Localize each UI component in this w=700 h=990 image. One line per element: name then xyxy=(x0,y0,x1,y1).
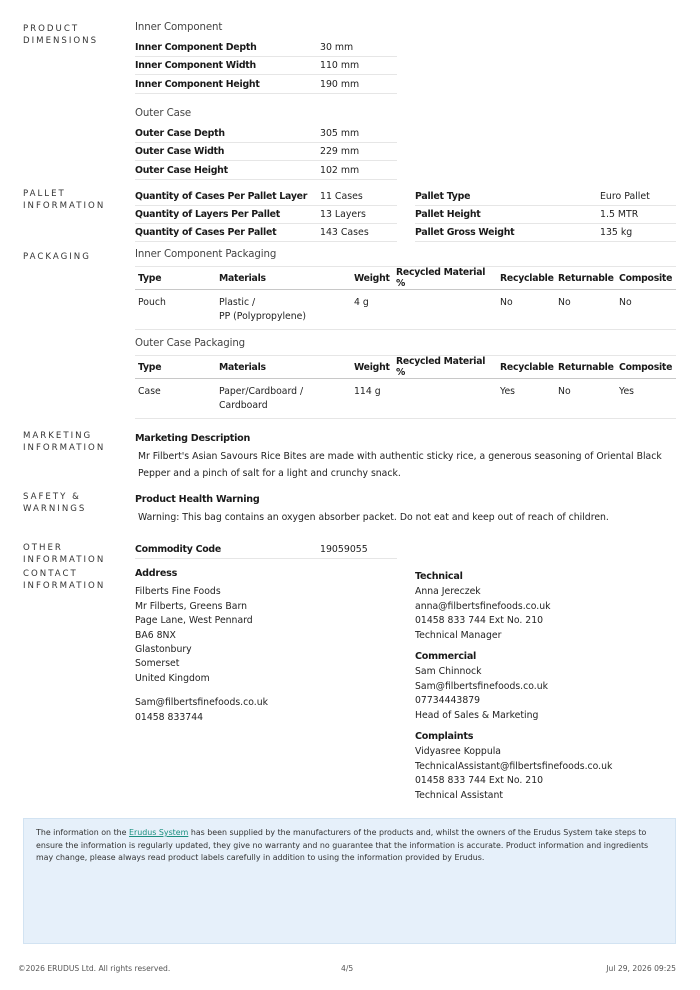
outer-case-heading: Outer Case xyxy=(135,108,192,119)
commodity-code-row xyxy=(135,541,397,559)
contact-role: Head of Sales & Marketing xyxy=(415,709,539,721)
contact-role: Technical Manager xyxy=(415,629,502,641)
contact-phone: 01458 833744 xyxy=(135,711,204,723)
contact-name: Vidyasree Koppula xyxy=(415,746,501,758)
inner-packaging-heading: Inner Component Packaging xyxy=(135,249,277,260)
pallet-label: Pallet Height xyxy=(415,209,481,220)
pallet-row xyxy=(415,224,676,242)
technical-contact-block xyxy=(415,570,675,643)
cell-returnable: No xyxy=(555,379,616,419)
cell-composite: Yes xyxy=(616,379,676,419)
disclaimer-box xyxy=(23,818,676,944)
pallet-label: Pallet Gross Weight xyxy=(415,227,515,238)
inner-component-heading: Inner Component xyxy=(135,22,223,33)
table-row xyxy=(135,290,676,330)
column-header: Materials xyxy=(216,267,351,290)
cell-materials xyxy=(216,379,351,419)
pallet-value: 11 Cases xyxy=(320,191,363,202)
pallet-row xyxy=(135,206,397,224)
footer-page-number: 4/5 xyxy=(341,964,354,973)
pallet-row xyxy=(135,188,397,206)
disclaimer-text: has been supplied by the manufacturers of the products and, whilst the owners of the Erudus System take steps to ensure the information is regularly updated, they give no warranty and no guarantee that the information is accurate. Product information and ingredients may change, please always read product labels carefully in addition to using the information provided by Erudus. xyxy=(36,828,649,863)
dimension-row xyxy=(135,143,397,161)
pallet-label: Pallet Type xyxy=(415,191,471,202)
section-label-marketing-information: MARKETING INFORMATION xyxy=(23,431,106,453)
pallet-label: Quantity of Cases Per Pallet Layer xyxy=(135,191,308,202)
pallet-row xyxy=(415,188,676,206)
cell-returnable: No xyxy=(555,290,616,330)
dimension-label: Outer Case Width xyxy=(135,146,225,157)
address-line: Glastonbury xyxy=(135,644,192,656)
cell-type: Case xyxy=(135,379,216,419)
cell-composite: No xyxy=(616,290,676,330)
section-label-packaging: PACKAGING xyxy=(23,252,91,262)
contact-email: Sam@filbertsfinefoods.co.uk xyxy=(135,697,269,709)
dimension-row xyxy=(135,39,397,57)
contact-name: Anna Jereczek xyxy=(415,586,481,598)
contact-name: Sam Chinnock xyxy=(415,666,482,678)
column-header: Weight xyxy=(351,356,393,379)
dimension-row xyxy=(135,125,397,143)
section-label-pallet-information: PALLET INFORMATION xyxy=(23,189,106,211)
table-header-row xyxy=(135,356,676,379)
inner-packaging-table xyxy=(135,266,676,330)
dimension-value: 110 mm xyxy=(320,60,360,71)
cell-weight: 114 g xyxy=(351,379,393,419)
pallet-label: Quantity of Layers Per Pallet xyxy=(135,209,281,220)
dimension-label: Inner Component Height xyxy=(135,79,260,90)
marketing-description-title: Marketing Description xyxy=(135,433,251,444)
column-header: Returnable xyxy=(555,267,616,290)
address-line: Page Lane, West Pennard xyxy=(135,615,253,627)
contact-phone: 01458 833 744 Ext No. 210 xyxy=(415,775,544,787)
address-line: United Kingdom xyxy=(135,672,210,684)
cell-materials xyxy=(216,290,351,330)
table-row xyxy=(135,379,676,419)
materials-line: PP (Polypropylene) xyxy=(219,311,306,322)
cell-recyclable: Yes xyxy=(497,379,555,419)
column-header: Recycled Material % xyxy=(393,356,497,379)
dimension-label: Outer Case Depth xyxy=(135,128,225,139)
materials-line: Cardboard xyxy=(219,400,268,411)
section-label-other-information: OTHER INFORMATION xyxy=(23,543,106,565)
column-header: Weight xyxy=(351,267,393,290)
footer-copyright: ©2026 ERUDUS Ltd. All rights reserved. xyxy=(18,964,171,973)
pallet-value: 13 Layers xyxy=(320,209,366,220)
contact-phone: 01458 833 744 Ext No. 210 xyxy=(415,615,544,627)
pallet-value: 135 kg xyxy=(600,227,633,238)
dimension-value: 190 mm xyxy=(320,79,360,90)
address-line: Mr Filberts, Greens Barn xyxy=(135,600,248,612)
dimension-value: 30 mm xyxy=(320,42,354,53)
pallet-row xyxy=(415,206,676,224)
contact-email: TechnicalAssistant@filbertsfinefoods.co.uk xyxy=(415,760,613,772)
column-header: Composite xyxy=(616,267,676,290)
dimension-label: Outer Case Height xyxy=(135,165,228,176)
outer-packaging-heading: Outer Case Packaging xyxy=(135,338,246,349)
section-label-product-dimensions: PRODUCT DIMENSIONS xyxy=(23,24,99,46)
dimension-row xyxy=(135,162,397,180)
column-header: Recyclable xyxy=(497,356,555,379)
materials-line: Plastic / xyxy=(219,297,256,308)
section-label-safety-warnings: SAFETY & WARNINGS xyxy=(23,492,87,514)
contact-email: anna@filbertsfinefoods.co.uk xyxy=(415,600,551,612)
dimension-row xyxy=(135,57,397,75)
table-header-row xyxy=(135,267,676,290)
product-health-warning-title: Product Health Warning xyxy=(135,494,260,505)
complaints-contact-block xyxy=(415,730,685,803)
dimension-row xyxy=(135,76,397,94)
erudus-system-link[interactable]: Erudus System xyxy=(129,828,189,837)
column-header: Type xyxy=(135,267,216,290)
contact-role: Technical Assistant xyxy=(415,789,503,801)
column-header: Recyclable xyxy=(497,267,555,290)
outer-packaging-table xyxy=(135,355,676,419)
pallet-value: Euro Pallet xyxy=(600,191,650,202)
column-header: Materials xyxy=(216,356,351,379)
contact-phone: 07734443879 xyxy=(415,695,481,707)
address-line: Somerset xyxy=(135,658,180,670)
address-title: Address xyxy=(135,568,178,579)
dimension-value: 305 mm xyxy=(320,128,360,139)
commodity-code-value: 19059055 xyxy=(320,544,368,555)
address-block xyxy=(135,567,395,725)
address-line: BA6 8NX xyxy=(135,629,176,641)
section-label-contact-information: CONTACT INFORMATION xyxy=(23,569,106,591)
contact-email: Sam@filbertsfinefoods.co.uk xyxy=(415,680,549,692)
commercial-contact-block xyxy=(415,650,675,723)
disclaimer-text: The information on the xyxy=(36,828,130,837)
pallet-label: Quantity of Cases Per Pallet xyxy=(135,227,277,238)
pallet-value: 1.5 MTR xyxy=(600,209,639,220)
cell-recycled xyxy=(393,290,497,330)
complaints-title: Complaints xyxy=(415,731,474,742)
cell-recyclable: No xyxy=(497,290,555,330)
product-health-warning-text: Warning: This bag contains an oxygen absorber packet. Do not eat and keep out of reach of children. xyxy=(138,512,609,523)
technical-title: Technical xyxy=(415,571,463,582)
dimension-label: Inner Component Width xyxy=(135,60,256,71)
column-header: Type xyxy=(135,356,216,379)
column-header: Recycled Material % xyxy=(393,267,497,290)
footer-timestamp: Jul 29, 2026 09:25 xyxy=(606,964,676,973)
address-line: Filberts Fine Foods xyxy=(135,586,221,598)
column-header: Composite xyxy=(616,356,676,379)
cell-type: Pouch xyxy=(135,290,216,330)
dimension-label: Inner Component Depth xyxy=(135,42,257,53)
commodity-code-label: Commodity Code xyxy=(135,544,221,555)
materials-line: Paper/Cardboard / xyxy=(219,386,304,397)
pallet-value: 143 Cases xyxy=(320,227,369,238)
cell-recycled xyxy=(393,379,497,419)
dimension-value: 229 mm xyxy=(320,146,360,157)
pallet-row xyxy=(135,224,397,242)
marketing-description-text: Mr Filbert's Asian Savours Rice Bites are made with authentic sticky rice, a generous seasoning of Oriental Black Pepper and a pinch of salt for a light and crunchy snack. xyxy=(138,451,662,479)
cell-weight: 4 g xyxy=(351,290,393,330)
column-header: Returnable xyxy=(555,356,616,379)
commercial-title: Commercial xyxy=(415,651,477,662)
dimension-value: 102 mm xyxy=(320,165,360,176)
